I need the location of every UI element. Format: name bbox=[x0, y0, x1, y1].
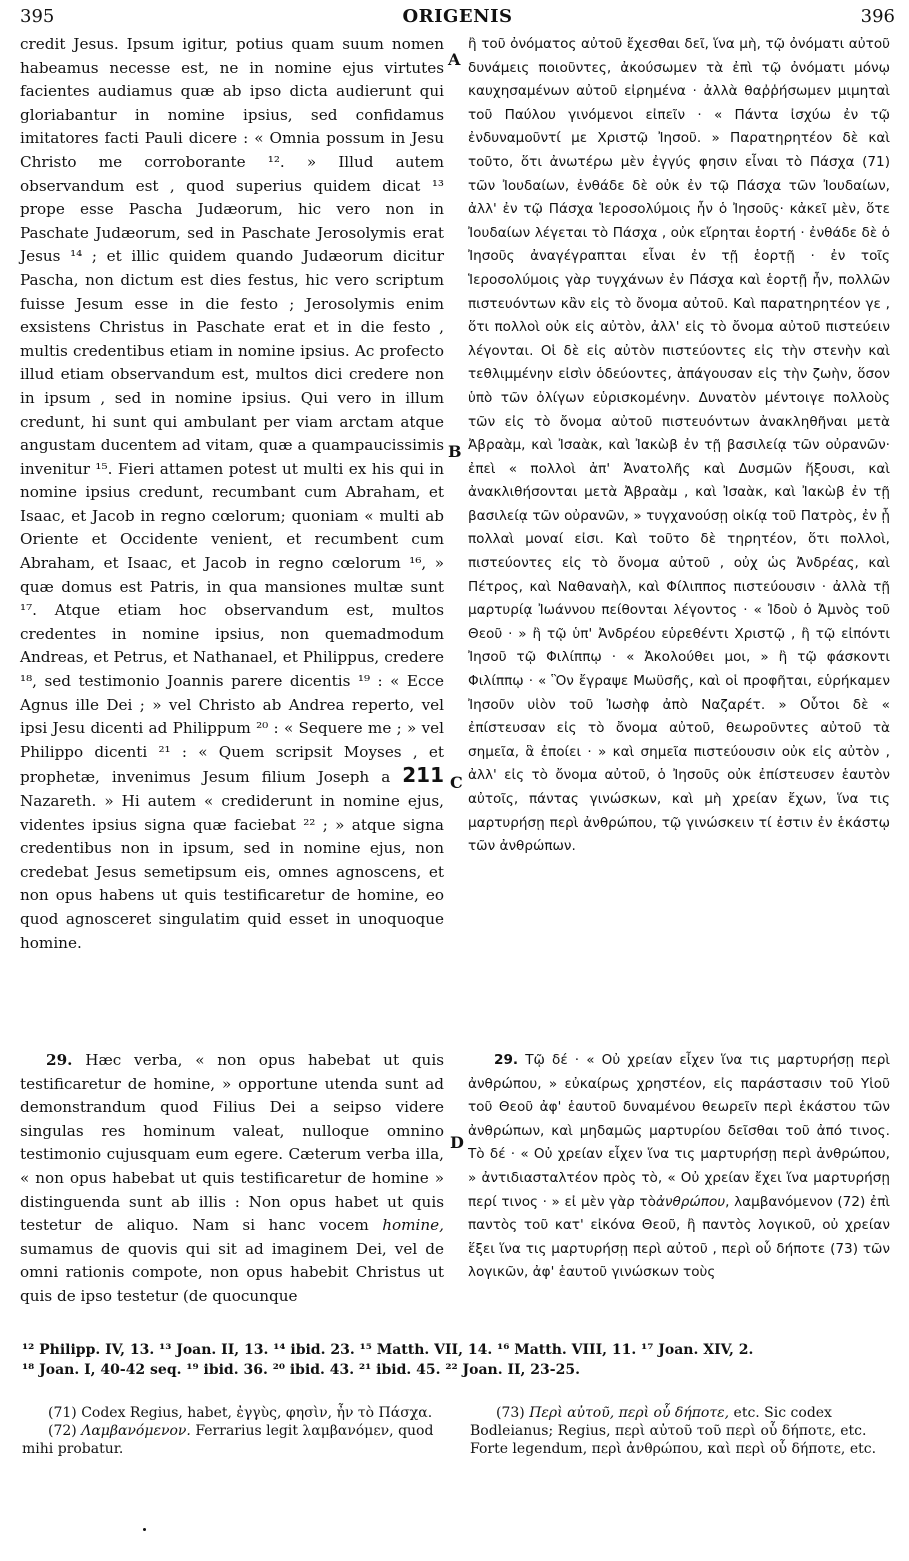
margin-letter-b: B bbox=[448, 442, 462, 461]
margin-letter-c: C bbox=[450, 773, 463, 792]
latin-text-part2: Nazareth. » Hi autem « crediderunt in nomine ejus, videntes ipsius signa quæ faciebat ²² ; » atque signa credentibus non in ipsum, sed in nomine ejus, non credebat Jesus semetipsum eis, omnes agnoscens, et non opus habens ut quis testificaretur de homine, eo quod agnosceret singulatim quid esset in unoquoque homine. bbox=[20, 792, 444, 952]
latin-para29-end: sumamus de quovis qui sit ad imaginem Dei, vel de omni rationis compote, non opus habebit Christus ut quis de ipso testetur (de quocunque bbox=[20, 1239, 444, 1305]
endnote-73-lemma: Περὶ αὐτοῦ, περὶ οὗ δήποτε, bbox=[529, 1405, 730, 1421]
endnote-72-label: (72) bbox=[48, 1423, 77, 1439]
latin-paragraph-number: 29. bbox=[46, 1051, 73, 1069]
greek-paragraph-28: ἢ τοῦ ὀνόματος αὐτοῦ ἔχεσθαι δεῖ, ἵνα μὴ, τῷ ὀνόματι αὐτοῦ δυνάμεις ποιοῦντες, ἀκούσωμεν τὰ ἐπὶ τῷ ὀνόματι μόνῳ καυχησαμένων αὐτοῦ εἰρημένα · ἀλλὰ θαῤῥήσωμεν μιμηταὶ τοῦ Παύλου γινόμενοι εἰπεῖν · « Πάντα ἰσχύω ἐν τῷ ἐνδυναμοῦντί με Χριστῷ Ἰησοῦ. » Παρατηρητέον δὲ καὶ τοῦτο, ὅτι ἀνωτέρω μὲν ἐγγύς φησιν εἶναι τὸ Πάσχα (71) τῶν Ἰουδαίων, ἐνθάδε δὲ οὐκ ἐν τῷ Πάσχα τῶν Ἰουδαίων, ἀλλ' ἐν τῷ Πάσχα Ἱεροσολύμοις ἦν ὁ Ἰησοῦς· κἀκεῖ μὲν, ὅτε Ἰουδαίων λέγεται τὸ Πάσχα , οὐκ εἴρηται ἑορτή · ἐνθάδε δὲ ὁ Ἰησοῦς ἀναγέγραπται εἶναι ἐν τῇ ἑορτῇ · ἐν τοῖς Ἱεροσολύμοις γὰρ τυγχάνων ἐν Πάσχα καὶ ἑορτῇ ἦν, πολλῶν πιστευόντων κἂν εἰς τὸ ὄνομα αὐτοῦ. Καὶ παρατηρητέον γε , ὅτι πολλοὶ οὐκ εἰς αὐτὸν, ἀλλ' εἰς τὸ ὄνομα αὐτοῦ πιστεύειν λέγονται. Οἱ δὲ εἰς αὐτὸν πιστεύοντες εἰς τὴν στενὴν καὶ τεθλιμμένην εἰσὶν ὁδεύοντες, ἀπάγουσαν εἰς τὴν ζωὴν, ὅσον ὑπὸ τῶν ὀλίγων εὑρισκομένην. Δυνατὸν μέντοιγε πολλοὺς τῶν εἰς τὸ ὄνομα αὐτοῦ πιστευόντων ἀνακληθῆναι μετὰ Ἀβραὰμ, καὶ Ἰσαὰκ, καὶ Ἰακὼβ ἐν τῇ βασιλείᾳ τῶν οὐρανῶν· ἐπεὶ « πολλοὶ ἀπ' Ἀνατολῆς καὶ Δυσμῶν ἥξουσι, καὶ ἀνακλιθήσονται μετὰ Ἀβραὰμ , καὶ Ἰσαὰκ, καὶ Ἰακὼβ ἐν τῇ βασιλείᾳ τῶν οὐρανῶν, » τυγχανούσῃ οἰκίᾳ τοῦ Πατρὸς, ἐν ᾗ πολλαὶ μοναί εἰσι. Καὶ τοῦτο δὲ τηρητέον, ὅτι πολλοὶ, πιστεύοντες εἰς τὸ ὄνομα αὐτοῦ , οὐχ ὡς Ἀνδρέας, καὶ Πέτρος, καὶ Ναθαναὴλ, καὶ Φίλιππος πιστεύουσιν · ἀλλὰ τῇ μαρτυρίᾳ Ἰωάννου πείθονται λέγοντος · « Ἰδοὺ ὁ Ἀμνὸς τοῦ Θεοῦ · » ἢ τῷ ὑπ' Ἀνδρέου εὑρεθέντι Χριστῷ , ἢ τῷ εἰπόντι Ἰησοῦ τῷ Φιλίππῳ · « Ἀκολούθει μοι, » ἢ τῷ φάσκοντι Φιλίππῳ · « Ὃν ἔγραψε Μωϋσῆς, καὶ οἱ προφῆται, εὑρήκαμεν Ἰησοῦν υἱὸν τοῦ Ἰωσὴφ ἀπὸ Ναζαρέτ. » Οὗτοι δὲ « ἐπίστευσαν εἰς τὸ ὄνομα αὐτοῦ, θεωροῦντες αὐτοῦ τὰ σημεῖα, ἃ ἐποίει · » καὶ σημεῖα πιστεύουσιν οὐκ εἰς αὐτὸν , ἀλλ' εἰς τὸ ὄνομα αὐτοῦ, ὁ Ἰησοῦς οὐκ ἐπίστευσεν ἑαυτὸν αὐτοῖς, πάντας γινώσκων, καὶ μὴ χρείαν ἔχων, ἵνα τις μαρτυρήσῃ περὶ ἀνθρώπου, τῷ γινώσκειν τί ἐστιν ἐν ἑκάστῳ τῶν ἀνθρώπων. bbox=[468, 36, 890, 855]
latin-paragraph-28 bbox=[20, 33, 444, 955]
greek-paragraph-29 bbox=[468, 1049, 890, 1285]
latin-column-top bbox=[20, 33, 444, 955]
footnote-line-1: ¹² Philipp. IV, 13. ¹³ Joan. II, 13. ¹⁴ ibid. 23. ¹⁵ Matth. VII, 14. ¹⁶ Matth. VIII, 11. ¹⁷ Joan. XIV, 2. bbox=[22, 1342, 754, 1358]
latin-column-bottom bbox=[20, 1049, 444, 1309]
latin-text-part1: credit Jesus. Ipsum igitur, potius quam suum nomen habeamus necesse est, ne in nomine ejus virtutes facientes audiamus quæ ab ipso dicta audierunt qui gloriabantur in nomine ipsius, sed confidamus imitatores facti Pauli dicere : « Omnia possum in Jesu Christo me corroborante ¹². » Illud autem observandum est , quod superius quidem dicat ¹³ prope esse Pascha Judæorum, hic vero non in Paschate Judæorum, sed in Paschate Jerosolymis erat Jesus ¹⁴ ; et illic quidem quando Judæorum dicitur Pascha, non dictum est dies festus, hic vero scriptum fuisse Jesum esse in die festo ; Jerosolymis enim exsistens Christus in Paschate erat et in die festo , multis credentibus etiam in nomine ipsius. Ac profecto illud etiam observandum est, multos dici credere non in ipsum , sed in nomine ipsius. Qui vero in illum credunt, hi sunt qui ambulant per viam arctam atque angustam ducentem ad vitam, quæ a quampaucissimis invenitur ¹⁵. Fieri attamen potest ut multi ex his qui in nomine ipsius credunt, recumbant cum Abraham, et Isaac, et Jacob in regno cœlorum; quoniam « multi ab Oriente et Occidente venient, et recumbent cum Abraham, et Isaac, et Jacob in regno cœlorum ¹⁶, » quæ domus est Patris, in qua mansiones multæ sunt ¹⁷. Atque etiam hoc observandum est, multos credentes in nomine ipsius, non quemadmodum Andreas, et Petrus, et Nathanael, et Philippus, credere ¹⁸, sed testimonio Joannis parere dicentis ¹⁹ : « Ecce Agnus ille Dei ; » vel Christo ab Andrea reperto, vel ipsi Jesu dicenti ad Philippum ²⁰ : « Sequere me ; » vel Philippo dicenti ²¹ : « Quem scripsit Moyses , et prophetæ, invenimus Jesum filium Joseph a bbox=[20, 35, 444, 787]
endnote-72 bbox=[22, 1422, 442, 1458]
column-number: 211 bbox=[402, 763, 445, 788]
greek-paragraph-number: 29. bbox=[494, 1052, 519, 1068]
latin-para29-text: Hæc verba, « non opus habebat ut quis testificaretur de homine, » opportune utenda sunt ad demonstrandum quod Filius Dei a seipso videre singulas res hominum valeat, nulloque omnino testimonio cujusquam eum egere. Cæterum verba illa, « non opus habebat ut quis testificaretur de homine » distinguenda sunt ab illis : Non opus habet ut quis testetur de aliquo. Nam si hanc vocem bbox=[20, 1051, 444, 1235]
running-header bbox=[20, 6, 895, 32]
margin-letter-a: A bbox=[448, 50, 461, 69]
greek-para29-end: , λαμβανόμενον (72) ἐπὶ παντὸς τοῦ κατ' εἰκόνα Θεοῦ, ἢ παντὸς λογικοῦ, οὐ χρείαν ἕξει ἵνα τις μαρτυρήσῃ περὶ αὐτοῦ , περὶ οὗ δήποτε (73) τῶν λογικῶν, ἀφ' ἑαυτοῦ γινώσκων τοὺς bbox=[468, 1193, 890, 1281]
endnotes-right bbox=[470, 1404, 890, 1458]
endnote-72-lemma: Λαμβανόμενον. bbox=[81, 1423, 191, 1439]
margin-letter-d: D bbox=[450, 1133, 464, 1152]
endnote-71: (71) Codex Regius, habet, ἐγγὺς, φησὶν, ἦν τὸ Πάσχα. bbox=[48, 1405, 433, 1421]
endnote-73 bbox=[470, 1404, 890, 1458]
page-number-left: 395 bbox=[20, 6, 55, 27]
endnote-73-text: etc. Sic codex Bodleianus; Regius, περὶ αὐτοῦ τοῦ περὶ οὗ δήποτε, etc. Forte legendum, περὶ ἀνθρώπου, καὶ περὶ οὗ δήποτε, etc. bbox=[470, 1405, 877, 1457]
footnote-line-2: ¹⁸ Joan. I, 40-42 seq. ¹⁹ ibid. 36. ²⁰ ibid. 43. ²¹ ibid. 45. ²² Joan. II, 23-25. bbox=[22, 1362, 580, 1378]
latin-paragraph-29 bbox=[20, 1049, 444, 1309]
endnotes-left bbox=[22, 1404, 442, 1458]
latin-para29-italic: homine, bbox=[382, 1216, 444, 1235]
print-speck bbox=[143, 1528, 146, 1531]
running-title: ORIGENIS bbox=[402, 6, 513, 27]
greek-para29-text: Τῷ δέ · « Οὐ χρείαν εἶχεν ἵνα τις μαρτυρήσῃ περὶ ἀνθρώπου, » εὐκαίρως χρηστέον, εἰς παράστασιν τοῦ Υἱοῦ τοῦ Θεοῦ ἀφ' ἑαυτοῦ δυναμένου θεωρεῖν περὶ ἑκάστου τῶν ἀνθρώπων, καὶ μηδαμῶς μαρτυρίου δεῖσθαι τοῦ ἀπό τινος. Τὸ δέ · « Οὐ χρείαν εἶχεν ἵνα τις μαρτυρήσῃ περὶ ἀνθρώπου, » ἀντιδιασταλτέον πρὸς τὸ, « Οὐ χρείαν ἔχει ἵνα μαρτυρήσῃ περί τινος · » εἰ μὲν γὰρ τὸ bbox=[468, 1052, 890, 1210]
scripture-footnotes bbox=[22, 1340, 890, 1380]
endnote-72-text: Ferrarius legit λαμβανόμεν, quod mihi probatur. bbox=[22, 1423, 434, 1457]
greek-column-top bbox=[468, 33, 890, 859]
endnote-73-label: (73) bbox=[496, 1405, 525, 1421]
greek-column-bottom bbox=[468, 1049, 890, 1285]
page-number-right: 396 bbox=[860, 6, 895, 27]
greek-para29-italic: ἀνθρώπου bbox=[655, 1193, 726, 1210]
